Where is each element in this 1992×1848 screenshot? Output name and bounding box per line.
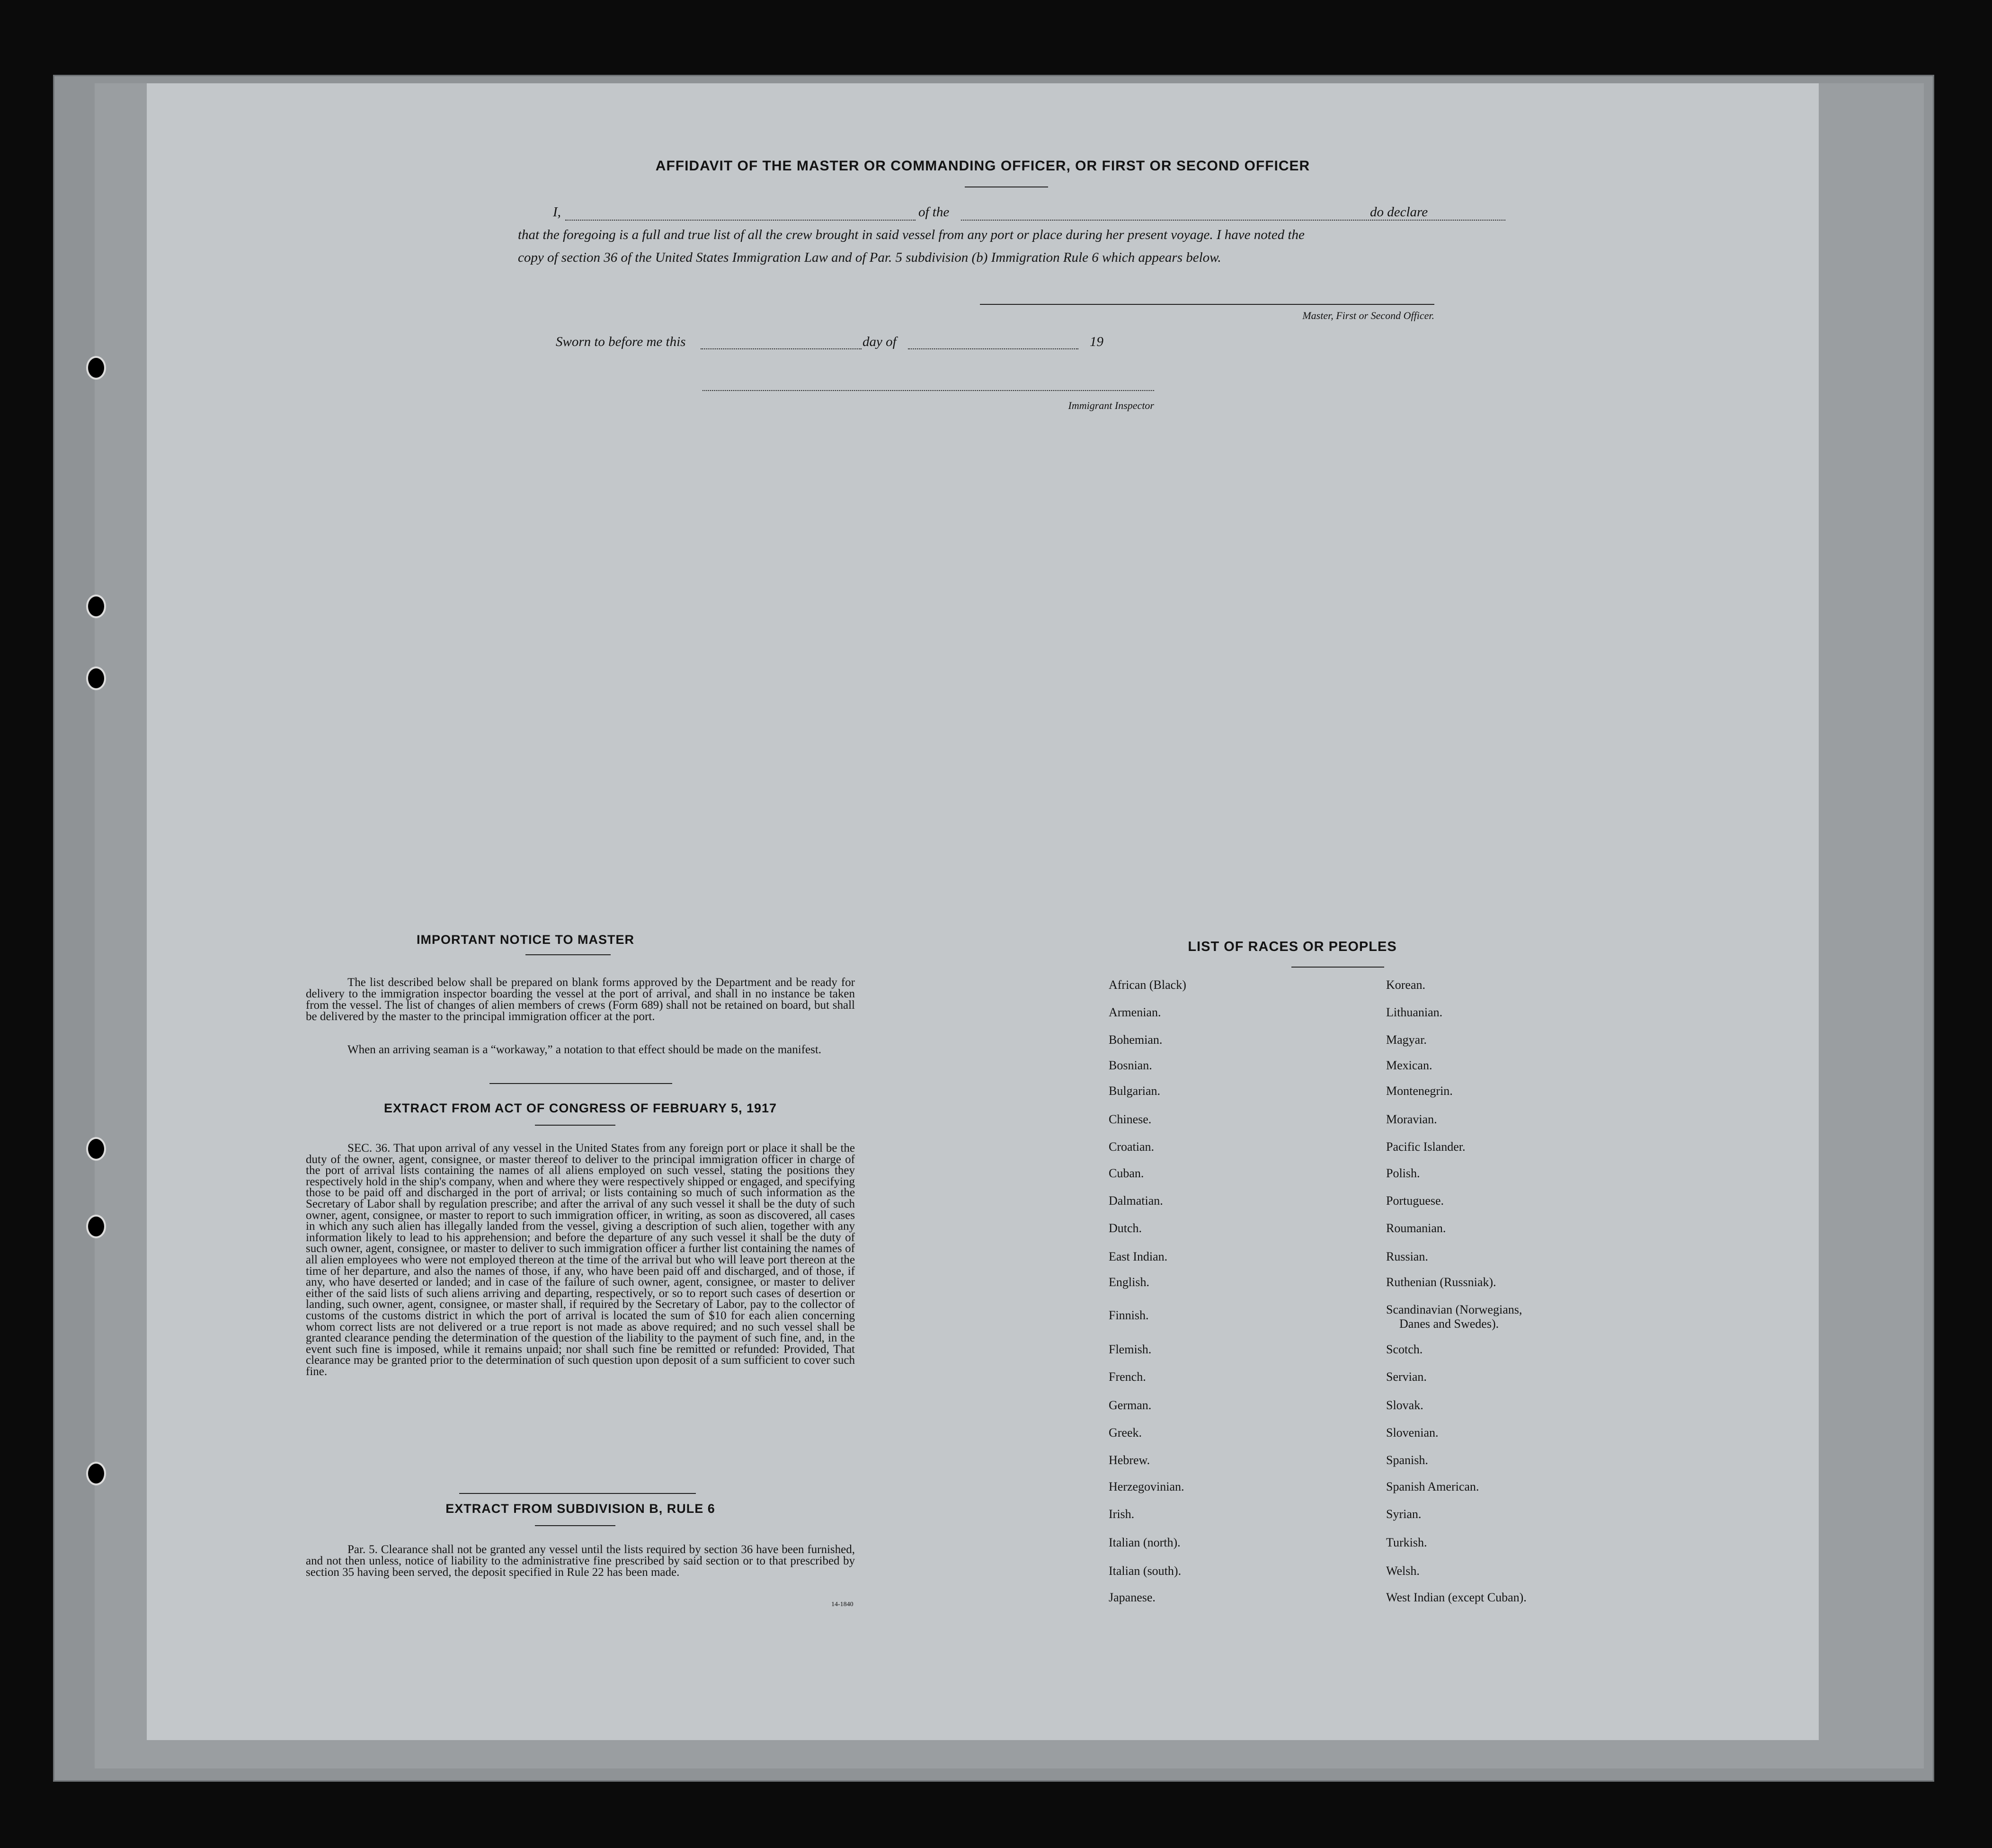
divider	[535, 1125, 615, 1126]
race-entry: Chinese.	[1109, 1112, 1152, 1126]
race-entry: Dalmatian.	[1109, 1194, 1163, 1208]
day-of-label: day of	[863, 334, 897, 349]
race-entry: Italian (south).	[1109, 1564, 1182, 1578]
race-entry: Scotch.	[1386, 1342, 1423, 1356]
race-entry: Slovak.	[1386, 1398, 1423, 1412]
race-entry: Mexican.	[1386, 1058, 1432, 1072]
notice-paragraph-1: The list described below shall be prepared on blank forms approved by the Department and be ready for delivery to the immigration inspector boarding the vessel at the port of arrival, and shall in no instance be taken from the vessel. The list of changes of alien members of crews (Form 689) shall not be retained on board, but shall be delivered by the master to the principal immigration officer at the port.	[306, 976, 855, 1023]
do-declare-label: do declare	[1370, 204, 1428, 220]
race-entry: French.	[1109, 1370, 1146, 1384]
race-entry: Herzegovinian.	[1109, 1480, 1184, 1493]
divider	[525, 954, 611, 955]
inspector-label: Immigrant Inspector	[1068, 400, 1154, 411]
divider	[1291, 967, 1384, 968]
form-number: 14-1840	[831, 1601, 854, 1608]
i-label: I,	[553, 204, 561, 220]
race-entry: Hebrew.	[1109, 1453, 1150, 1467]
race-entry: Syrian.	[1386, 1507, 1422, 1521]
race-entry: East Indian.	[1109, 1250, 1168, 1263]
affidavit-line-2: copy of section 36 of the United States Immigration Law and of Par. 5 subdivision (b) Immigration Rule 6 which appears below.	[518, 250, 1221, 265]
race-entry: Russian.	[1386, 1250, 1428, 1263]
race-entry: Greek.	[1109, 1426, 1142, 1439]
race-entry: Ruthenian (Russniak).	[1386, 1275, 1496, 1289]
binding-hole-icon	[86, 1215, 106, 1238]
affidavit-form-page	[147, 83, 1819, 1740]
race-entry: Finnish.	[1109, 1308, 1149, 1322]
divider	[489, 1083, 672, 1084]
race-entry: West Indian (except Cuban).	[1386, 1590, 1527, 1604]
race-entry: Spanish.	[1386, 1453, 1428, 1467]
race-entry: Dutch.	[1109, 1221, 1142, 1235]
race-entry: Polish.	[1386, 1166, 1420, 1180]
sworn-month-field[interactable]	[908, 348, 1078, 349]
race-entry: Korean.	[1386, 978, 1426, 992]
binding-hole-icon	[86, 1462, 106, 1485]
notice-title: IMPORTANT NOTICE TO MASTER	[417, 933, 634, 947]
race-entry: Croatian.	[1109, 1140, 1155, 1154]
race-entry: African (Black)	[1109, 978, 1186, 992]
affidavit-line-1: that the foregoing is a full and true list of all the crew brought in said vessel from any port or place during her present voyage. I have noted the	[518, 227, 1305, 242]
notice-paragraph-2: When an arriving seaman is a “workaway,” a notation to that effect should be made on the manifest.	[347, 1043, 822, 1056]
race-entry: Lithuanian.	[1386, 1005, 1443, 1019]
race-entry: Italian (north).	[1109, 1536, 1181, 1549]
of-the-label: of the	[918, 204, 950, 220]
name-field[interactable]	[565, 220, 916, 221]
race-entry: Japanese.	[1109, 1590, 1156, 1604]
affidavit-title: AFFIDAVIT OF THE MASTER OR COMMANDING OFFICER, OR FIRST OR SECOND OFFICER	[655, 158, 1310, 174]
race-entry: Turkish.	[1386, 1536, 1427, 1549]
extract-rule-title: EXTRACT FROM SUBDIVISION B, RULE 6	[445, 1502, 715, 1516]
race-entry: Moravian.	[1386, 1112, 1437, 1126]
race-entry: Montenegrin.	[1386, 1084, 1453, 1098]
race-entry: Danes and Swedes).	[1399, 1317, 1499, 1331]
race-entry: Irish.	[1109, 1507, 1135, 1521]
race-entry: German.	[1109, 1398, 1152, 1412]
race-entry: Slovenian.	[1386, 1426, 1439, 1439]
extract-rule-text: Par. 5. Clearance shall not be granted any vessel until the lists required by section 36 have been furnished, and not then unless, notice of liability to the administrative fine prescribed by said section or to that prescribed by section 35 having been served, the deposit specified in Rule 22 has been made.	[306, 1543, 855, 1579]
race-entry: Welsh.	[1386, 1564, 1420, 1578]
sworn-label: Sworn to before me this	[556, 334, 686, 349]
race-entry: Flemish.	[1109, 1342, 1152, 1356]
divider	[535, 1525, 615, 1526]
race-entry: Spanish American.	[1386, 1480, 1479, 1493]
race-entry: Bohemian.	[1109, 1033, 1163, 1047]
extract-act-text: SEC. 36. That upon arrival of any vessel in the United States from any foreign port or place it shall be the duty of the owner, agent, consignee, or master thereof to deliver to the principal immigration officer in charge of the port of arrival lists containing the names of all aliens employed on such vessel, stating the positions they respectively hold in the ship's company, when and where they were respectively shipped or engaged, and specifying those to be paid off and discharged in the port of arrival; or lists containing so much of such information as the Secretary of Labor shall by regulation prescribe; and after the arrival of any such vessel it shall be the duty of such owner, agent, consignee, or master to report to such immigration officer, in writing, as soon as discovered, all cases in which any such alien has illegally landed from the vessel, giving a description of such alien, together with any information likely to lead to his apprehension; and before the departure of any such vessel it shall be the duty of such owner, agent, consignee, or master to deliver to such immigration officer a further list containing the names of all alien employees who were not employed thereon at the time of the arrival but who will leave port thereon at the time of her departure, and also the names of those, if any, who have been paid off and discharged, and of those, if any, who have deserted or landed; and in case of the failure of such owner, agent, consignee, or master to deliver either of the said lists of such aliens arriving and departing, respectively, or so to report such cases of desertion or landing, such owner, agent, consignee, or master shall, if required by the Secretary of Labor, pay to the collector of customs of the customs district in which the port of arrival is located the sum of $10 for each alien concerning whom correct lists are not delivered or a true report is not made as above required; and no such vessel shall be granted clearance pending the determination of the question of the liability to the payment of such fine, and, in the event such fine is imposed, while it remains unpaid; nor shall such fine be remitted or refunded: Provided, That clearance may be granted prior to the determination of such question upon deposit of a sum sufficient to cover such fine.	[306, 1142, 855, 1378]
binding-hole-icon	[86, 356, 106, 380]
inspector-signature-line[interactable]	[703, 390, 1154, 391]
extract-act-title: EXTRACT FROM ACT OF CONGRESS OF FEBRUARY 5, 1917	[383, 1101, 777, 1115]
race-entry: Portuguese.	[1386, 1194, 1444, 1208]
race-entry: Bosnian.	[1109, 1058, 1152, 1072]
master-signature-line[interactable]	[980, 304, 1434, 305]
divider	[459, 1493, 696, 1494]
binding-hole-icon	[86, 595, 106, 618]
race-entry: Roumanian.	[1386, 1221, 1446, 1235]
race-entry: Armenian.	[1109, 1005, 1161, 1019]
race-entry: Cuban.	[1109, 1166, 1144, 1180]
master-signature-label: Master, First or Second Officer.	[1302, 310, 1434, 321]
binding-hole-icon	[86, 1137, 106, 1161]
races-title: LIST OF RACES OR PEOPLES	[1188, 939, 1397, 954]
race-entry: Scandinavian (Norwegians,	[1386, 1303, 1522, 1316]
race-entry: English.	[1109, 1275, 1149, 1289]
race-entry: Servian.	[1386, 1370, 1427, 1384]
year-label: 19	[1090, 334, 1103, 349]
race-entry: Magyar.	[1386, 1033, 1427, 1047]
binding-hole-icon	[86, 666, 106, 690]
sworn-day-field[interactable]	[701, 348, 862, 349]
race-entry: Bulgarian.	[1109, 1084, 1161, 1098]
race-entry: Pacific Islander.	[1386, 1140, 1466, 1154]
